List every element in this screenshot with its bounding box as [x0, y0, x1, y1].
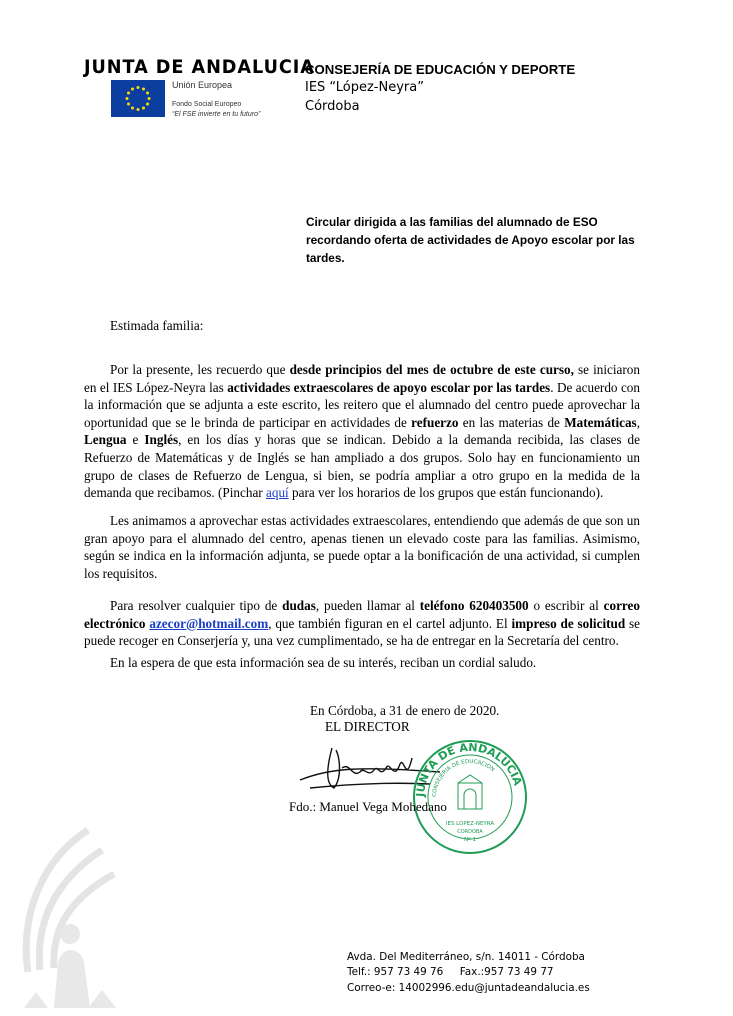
circular-title: Circular dirigida a las familias del alumnado de ESO recordando oferta de actividades de Apoyo escolar por las tardes. [306, 215, 635, 265]
stamp-city-line: CORDOBA [457, 829, 483, 835]
signer-name: Fdo.: Manuel Vega Mohedano [289, 799, 447, 814]
schedule-link[interactable]: aquí [266, 485, 289, 501]
eu-star [131, 87, 134, 90]
stamp-number: Nº 1 [464, 837, 476, 843]
paragraph-intro: Por la presente, les recuerdo que desde principios del mes de octubre de este curso, se iniciaron en el IES López-Neyra las actividades extraescolares de apoyo escolar por las tardes. De acuerdo con la información que se adjunta a este escrito, les reitero que el alumnado del centro puede aprovechar la oportunidad que se le brinda de participar en actividades de refuerzo en las materias de Matemáticas, Lengua e Inglés, en los días y horas que se indican. Debido a la demanda recibida, las clases de Refuerzo de Matemáticas y de Inglés se han ampliado a dos grupos. Solo hay en funcionamiento un grupo de clases de Refuerzo de Lengua, si bien, se podría ampliar a otro grupo en la medida de la demanda que recibamos. (Pinchar aquí para ver los horarios de los grupos que están funcionando). [84, 362, 641, 501]
eu-star [127, 92, 130, 95]
consejeria-title: CONSEJERÍA DE EDUCACIÓN Y DEPORTE [305, 62, 576, 77]
eu-star [131, 107, 134, 110]
eu-star [146, 103, 149, 106]
stamp-school-line: IES LOPEZ-NEYRA [445, 821, 495, 827]
paragraph-closing: En la espera de que esta información sea de su interés, reciban un cordial saludo. [110, 655, 537, 670]
andalucia-emblem-watermark-icon [18, 822, 122, 1008]
footer-phone: Telf.: 957 73 49 76 Fax.:957 73 49 77 [347, 966, 554, 978]
school-name: IES “López-Neyra” [305, 80, 424, 95]
eu-star [137, 108, 140, 111]
letter-date: En Córdoba, a 31 de enero de 2020. [310, 703, 500, 718]
eu-label: Unión Europea [172, 80, 233, 90]
eu-star [148, 97, 151, 100]
footer-email: Correo-e: 14002996.edu@juntadeandalucia.es [347, 982, 590, 994]
eu-star [146, 92, 149, 95]
eu-flag-icon [111, 80, 165, 117]
school-city: Córdoba [305, 99, 360, 114]
junta-de-andalucia-logo: JUNTA DE ANDALUCIA [84, 56, 315, 78]
fse-motto: “El FSE invierte en tu futuro” [172, 111, 261, 118]
eu-star [127, 103, 130, 106]
stamp-inner-text: CONSEJERIA DE EDUCACION [431, 758, 496, 798]
fse-label: Fondo Social Europeo [172, 101, 242, 108]
eu-star [137, 86, 140, 89]
greeting: Estimada familia: [110, 318, 204, 333]
svg-text:JUNTA DE ANDALUCIA [414, 741, 525, 798]
stamp-arc-text: JUNTA DE ANDALUCIA [413, 740, 525, 798]
stamp-crest-icon [458, 775, 482, 809]
official-stamp [410, 733, 530, 861]
footer-address: Avda. Del Mediterráneo, s/n. 14011 - Córdoba [347, 951, 585, 963]
paragraph-contact: Para resolver cualquier tipo de dudas, pueden llamar al teléfono 620403500 o escribir al correo electrónico azecor@hotmail.com, que también figuran en el cartel adjunto. El impreso de solicitud se puede recoger en Conserjería y, una vez cumplimentado, se ha de entregar en la Secretaría del centro. [84, 598, 640, 649]
paragraph-encouragement: Les animamos a aprovechar estas actividades extraescolares, entendiendo que además de que son un gran apoyo para el alumnado del centro, apenas tienen un elevado coste para las familias. Asimismo, según se indica en la información adjunta, se puede optar a la bonificación de una actividad, si cumplen los requisitos. [84, 513, 640, 581]
email-link[interactable]: azecor@hotmail.com [149, 615, 269, 631]
director-title: EL DIRECTOR [325, 719, 410, 734]
eu-star [142, 87, 145, 90]
eu-star [126, 97, 129, 100]
eu-star [142, 107, 145, 110]
